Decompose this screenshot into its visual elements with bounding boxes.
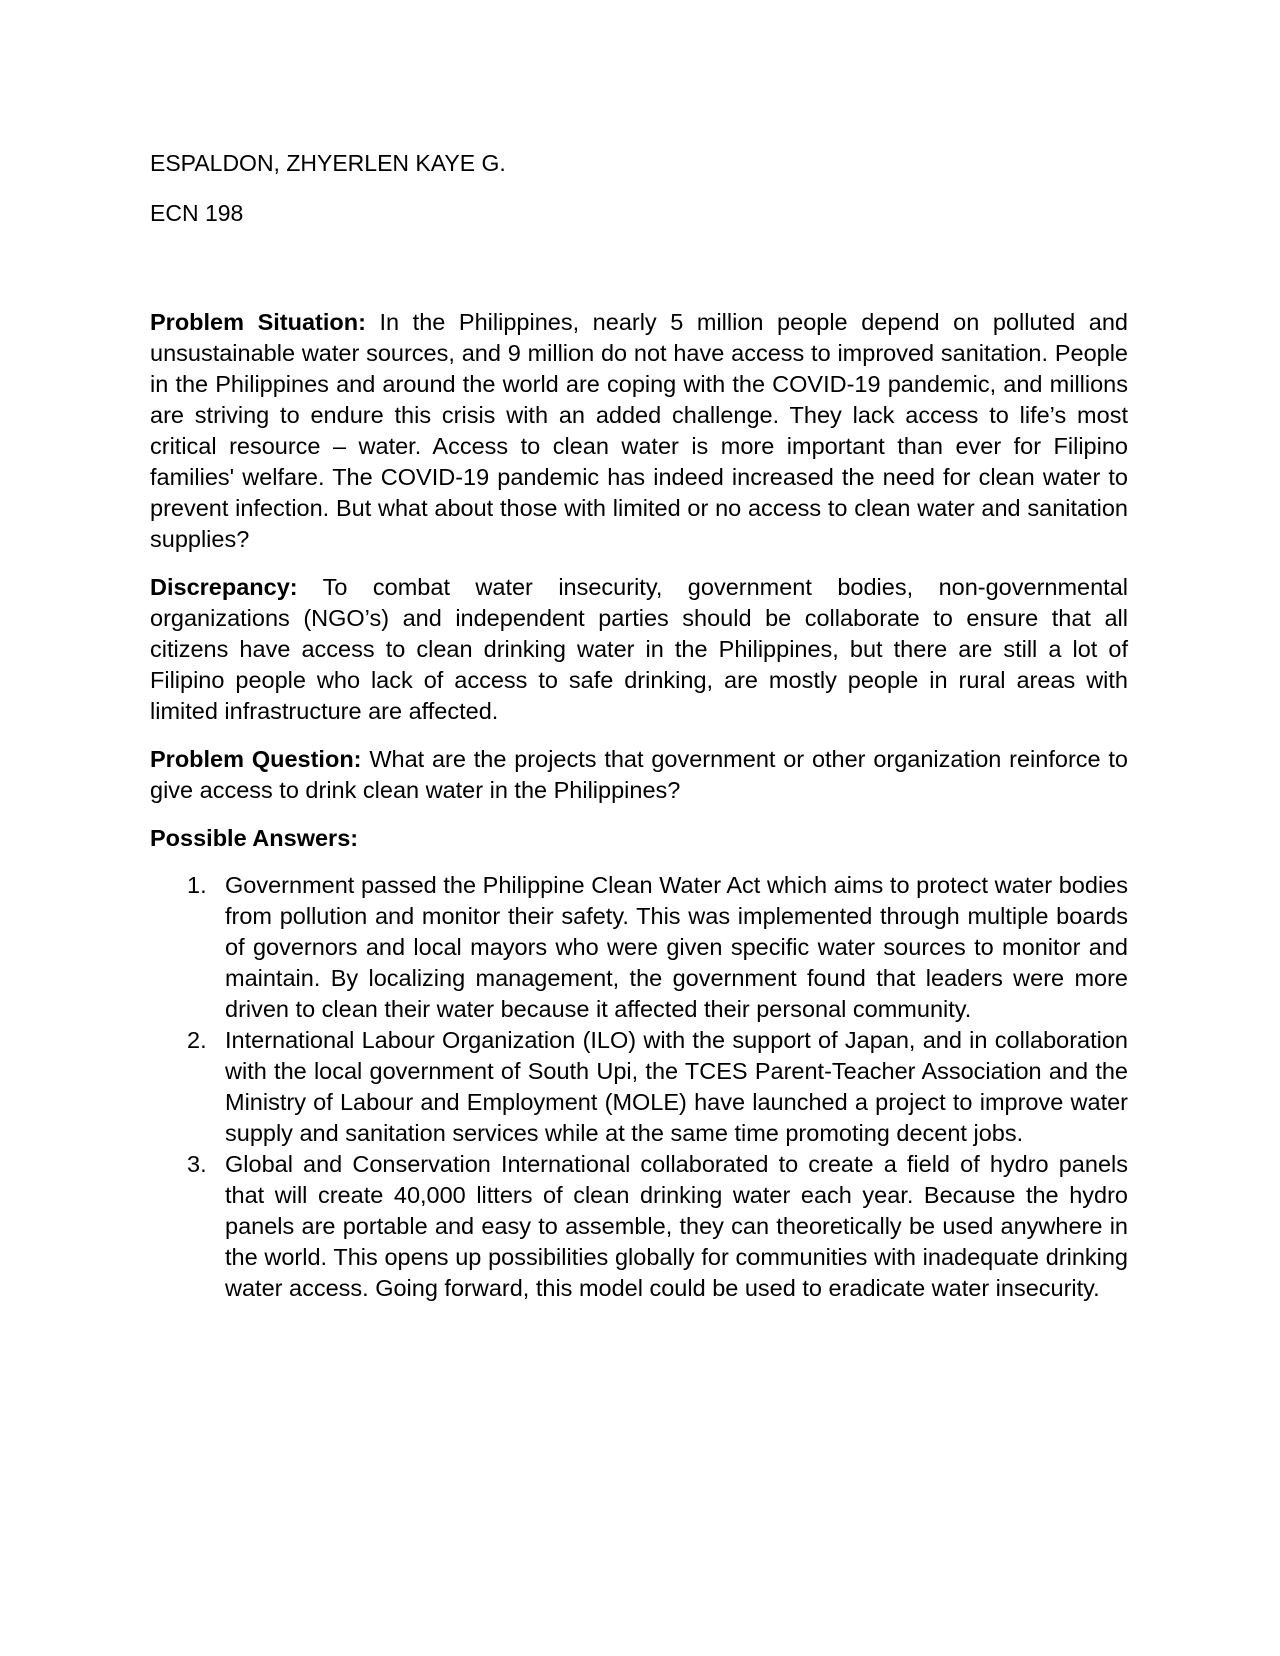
- list-item-number: 3.: [187, 1151, 207, 1177]
- list-item-number: 1.: [187, 872, 207, 898]
- list-item-number: 2.: [187, 1027, 207, 1053]
- course-code: ECN 198: [150, 200, 244, 226]
- possible-answers-label: Possible Answers:: [150, 825, 359, 851]
- list-item-text: International Labour Organization (ILO) with the support of Japan, and in collaboration with the local government of South Upi, the TCES Parent-Teacher Association and the Ministry of Labour and Employment (MOLE) have launched a project to improve water supply and sanitation services while at the same time promoting decent jobs.: [225, 1027, 1128, 1146]
- list-item: [150, 1025, 1128, 1149]
- problem-situation-text: In the Philippines, nearly 5 million people depend on polluted and unsustainable water sources, and 9 million do not have access to improved sanitation. People in the Philippines and around the world are coping with the COVID-19 pandemic, and millions are striving to endure this crisis with an added challenge. They lack access to life’s most critical resource – water. Access to clean water is more important than ever for Filipino families' welfare. The COVID-19 pandemic has indeed increased the need for clean water to prevent infection. But what about those with limited or no access to clean water and sanitation supplies?: [150, 309, 1128, 552]
- list-item-text: Government passed the Philippine Clean Water Act which aims to protect water bodies from pollution and monitor their safety. This was implemented through multiple boards of governors and local mayors who were given specific water sources to monitor and maintain. By localizing management, the government found that leaders were more driven to clean their water because it affected their personal community.: [225, 872, 1128, 1022]
- problem-question-label: Problem Question:: [150, 746, 362, 772]
- discrepancy-text: To combat water insecurity, government bodies, non-governmental organizations (NGO’s) and independent parties should be collaborate to ensure that all citizens have access to clean drinking water in the Philippines, but there are still a lot of Filipino people who lack of access to safe drinking, are mostly people in rural areas with limited infrastructure are affected.: [150, 574, 1128, 724]
- problem-situation-paragraph: [150, 307, 1128, 555]
- list-item-text: Global and Conservation International collaborated to create a field of hydro panels that will create 40,000 litters of clean drinking water each year. Because the hydro panels are portable and easy to assemble, they can theoretically be used anywhere in the world. This opens up possibilities globally for communities with inadequate drinking water access. Going forward, this model could be used to eradicate water insecurity.: [225, 1151, 1128, 1301]
- list-item: [150, 870, 1128, 1025]
- list-item: [150, 1149, 1128, 1304]
- document-body: [150, 148, 1128, 1304]
- problem-question-paragraph: [150, 744, 1128, 806]
- possible-answers-list: [150, 870, 1128, 1304]
- student-name: ESPALDON, ZHYERLEN KAYE G.: [150, 150, 506, 176]
- problem-question-text: What are the projects that government or other organization reinforce to give access to drink clean water in the Philippines?: [150, 746, 1128, 803]
- problem-situation-label: Problem Situation:: [150, 309, 366, 335]
- discrepancy-label: Discrepancy:: [150, 574, 298, 600]
- possible-answers-heading: [150, 823, 1128, 854]
- discrepancy-paragraph: [150, 572, 1128, 727]
